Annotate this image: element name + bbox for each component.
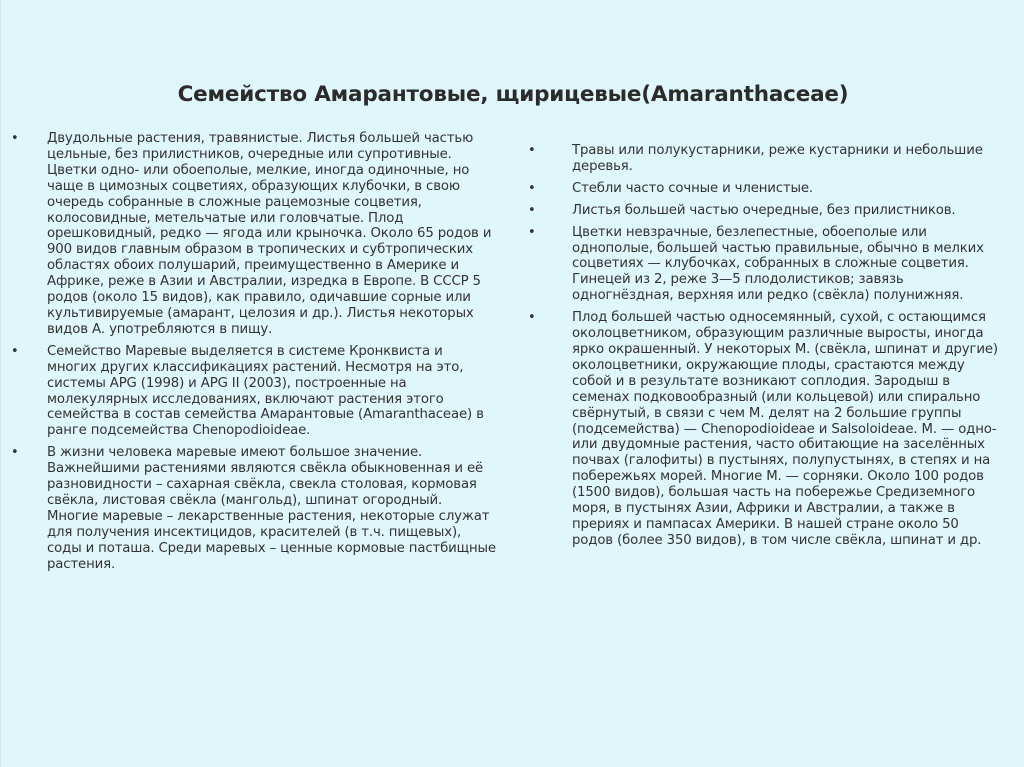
left-bullet-text: Двудольные растения, травянистые. Листья большей частью цельные, без прилистников, очередные или супротивные. Цветки одно- или обоеполые, мелкие, иногда одиночные, но чаще в цимозных соцветиях, образующих клубочки, в свою очередь собранные в сложные рацемозные соцветия, колосовидные, метельчатые или головчатые. Плод орешковидный, редко — ягода или крыночка. Около 65 родов и 900 видов главным образом в тропических и субтропических областях обоих полушарий, преимущественно в Америке и Африке, реже в Азии и Австралии, изредка в Европе. В СССР 5 родов (около 15 видов), как правило, одичавшие сорные или культивируемые (амарант, целозия и др.). Листья некоторых видов А. употребляются в пищу. <box>47 131 492 337</box>
right-bullet-text: Плод большей частью односемянный, сухой, с остающимся околоцветником, образующим различные выросты, иногда ярко окрашенный. У некоторых М. (свёкла, шпинат и другие) околоцветники, окружающие плоды, срастаются между собой и в результате возникают соплодия. Зародыш в семенах подковообразный (или кольцевой) или спирально свёрнутый, в связи с чем М. делят на 2 большие группы (подсемейства) — Chenopodioideae и Salsoloideae. М. — одно- или двудомные растения, часто обитающие на заселённых почвах (галофиты) в пустынях, полупустынях, в степях и на побережьях морей. Многие М. — сорняки. Около 100 родов (1500 видов), большая часть на побережье Средиземного моря, в пустынях Азии, Африки и Австралии, а также в прериях и пампасах Америки. В нашей стране около 50 родов (более 350 видов), в том числе свёкла, шпинат и др. <box>572 310 998 548</box>
right-bullet-item <box>528 181 998 197</box>
left-bullet-item <box>11 344 496 439</box>
right-bullet-item <box>528 225 998 305</box>
bullet-icon: • <box>11 131 19 146</box>
left-bullet-item <box>11 445 496 572</box>
right-bullet-item <box>528 203 998 219</box>
bullet-icon: • <box>528 143 536 158</box>
bullet-icon: • <box>528 180 536 196</box>
bullet-icon: • <box>11 343 19 359</box>
right-bullet-text: Цветки невзрачные, безлепестные, обоеполые или однополые, большей частью правильные, обычно в мелких соцветиях — клубочках, собранных в сложные соцветия. Гинецей из 2, реже 3—5 плодолистиков; завязь одногнёздная, верхняя или редко (свёкла) полунижняя. <box>572 224 984 304</box>
slide-title: Семейство Амарантовые, щирицевые(Amaranthaceae) <box>177 82 849 107</box>
bullet-icon: • <box>528 224 536 240</box>
right-bullet-item <box>528 310 998 549</box>
right-bullet-text: Травы или полукустарники, реже кустарники и небольшие деревья. <box>572 143 983 174</box>
bullet-icon: • <box>528 202 536 218</box>
bullet-icon: • <box>528 310 536 326</box>
left-column <box>11 131 496 578</box>
right-column <box>528 143 998 555</box>
right-bullet-text: Стебли часто сочные и членистые. <box>572 180 814 196</box>
left-bullet-text: Семейство Маревые выделяется в системе Кронквиста и многих других классификациях растений. Несмотря на это, системы APG (1998) и APG II (2003), построенные на молекулярных исследованиях, включают растения этого семейства в состав семейства Амарантовые (Amaranthaceae) в ранге подсемейства Chenopodioideae. <box>47 343 484 439</box>
left-bullet-item <box>11 131 496 338</box>
right-bullet-text: Листья большей частью очередные, без прилистников. <box>572 202 956 218</box>
right-bullet-item <box>528 143 998 175</box>
bullet-icon: • <box>11 445 19 461</box>
left-bullet-text: В жизни человека маревые имеют большое значение. Важнейшими растениями являются свёкла обыкновенная и её разновидности – сахарная свёкла, свекла столовая, кормовая свёкла, листовая свёкла (мангольд), шпинат огородный. Многие маревые – лекарственные растения, некоторые служат для получения инсектицидов, красителей (в т.ч. пищевых), соды и поташа. Среди маревых – ценные кормовые пастбищные растения. <box>47 445 496 572</box>
